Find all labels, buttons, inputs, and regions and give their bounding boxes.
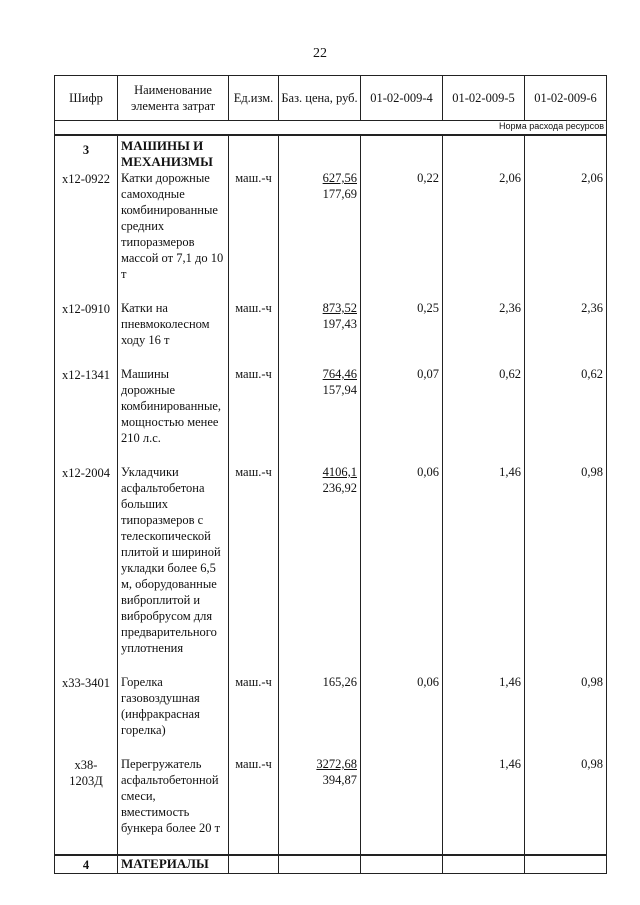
row-price — [279, 674, 361, 738]
row-name: Перегружатель асфальтобетонной смеси, вместимость бункера более 20 т — [118, 756, 229, 836]
header-col2: 01-02-009-5 — [443, 76, 525, 121]
row-value-2: 1,46 — [443, 674, 525, 738]
section-row — [55, 135, 607, 170]
row-unit: маш.-ч — [229, 366, 279, 446]
table-row — [55, 300, 607, 348]
table-row — [55, 366, 607, 446]
row-price — [279, 756, 361, 836]
subheader-row — [55, 121, 607, 136]
price-top: 4106,1 — [322, 465, 357, 479]
row-value-1: 0,22 — [361, 170, 443, 282]
row-value-2: 2,36 — [443, 300, 525, 348]
row-name: Катки на пневмоколесном ходу 16 т — [118, 300, 229, 348]
price-bottom: 394,87 — [322, 773, 357, 787]
header-name: Наименование элемента затрат — [118, 76, 229, 121]
row-code: х12-0910 — [55, 300, 118, 348]
row-code: х12-0922 — [55, 170, 118, 282]
section-row — [55, 855, 607, 874]
row-value-3: 0,98 — [525, 756, 607, 836]
row-unit: маш.-ч — [229, 464, 279, 656]
row-value-3: 0,98 — [525, 674, 607, 738]
row-value-3: 0,98 — [525, 464, 607, 656]
row-price — [279, 170, 361, 282]
row-value-3: 2,06 — [525, 170, 607, 282]
price-bottom: 165,26 — [322, 675, 357, 689]
price-bottom: 197,43 — [322, 317, 357, 331]
header-col1: 01-02-009-4 — [361, 76, 443, 121]
section-title: МАШИНЫ И МЕХАНИЗМЫ — [118, 135, 229, 170]
row-code: х33-3401 — [55, 674, 118, 738]
price-top: 873,52 — [322, 301, 357, 315]
table-header-row — [55, 76, 607, 121]
row-unit: маш.-ч — [229, 674, 279, 738]
row-value-2: 1,46 — [443, 464, 525, 656]
row-value-2: 1,46 — [443, 756, 525, 836]
row-name: Укладчики асфальтобетона больших типоразмеров с телескопической плитой и шириной укладки более 6,5 м, оборудованные виброплитой и вибробрусом для предварительного уплотнения — [118, 464, 229, 656]
price-top: 3272,68 — [316, 757, 357, 771]
resource-norms-table — [54, 75, 607, 874]
page-number: 22 — [313, 46, 327, 61]
row-value-1 — [361, 756, 443, 836]
section-title: МАТЕРИАЛЫ — [118, 855, 229, 874]
price-top: 627,56 — [322, 171, 357, 185]
table-row — [55, 170, 607, 282]
table-row — [55, 756, 607, 836]
row-name: Машины дорожные комбинированные, мощностью менее 210 л.с. — [118, 366, 229, 446]
row-value-1: 0,07 — [361, 366, 443, 446]
row-code: х38-1203Д — [55, 756, 118, 836]
price-top: 764,46 — [322, 367, 357, 381]
row-unit: маш.-ч — [229, 300, 279, 348]
row-price — [279, 366, 361, 446]
row-value-3: 0,62 — [525, 366, 607, 446]
row-value-3: 2,36 — [525, 300, 607, 348]
row-unit: маш.-ч — [229, 170, 279, 282]
header-code: Шифр — [55, 76, 118, 121]
row-value-2: 2,06 — [443, 170, 525, 282]
header-col3: 01-02-009-6 — [525, 76, 607, 121]
section-number: 4 — [55, 855, 118, 874]
row-unit: маш.-ч — [229, 756, 279, 836]
row-code: х12-1341 — [55, 366, 118, 446]
row-price — [279, 464, 361, 656]
row-value-1: 0,25 — [361, 300, 443, 348]
row-value-1: 0,06 — [361, 674, 443, 738]
price-bottom: 177,69 — [322, 187, 357, 201]
section-number: 3 — [55, 135, 118, 170]
table-row — [55, 464, 607, 656]
price-bottom: 236,92 — [322, 481, 357, 495]
row-value-1: 0,06 — [361, 464, 443, 656]
header-unit: Ед.изм. — [229, 76, 279, 121]
price-bottom: 157,94 — [322, 383, 357, 397]
table-row — [55, 674, 607, 738]
row-name: Катки дорожные самоходные комбинированные средних типоразмеров массой от 7,1 до 10 т — [118, 170, 229, 282]
row-code: х12-2004 — [55, 464, 118, 656]
subheader-text: Норма расхода ресурсов — [55, 121, 607, 136]
row-price — [279, 300, 361, 348]
row-value-2: 0,62 — [443, 366, 525, 446]
row-name: Горелка газовоздушная (инфракрасная горелка) — [118, 674, 229, 738]
header-price: Баз. цена, руб. — [279, 76, 361, 121]
